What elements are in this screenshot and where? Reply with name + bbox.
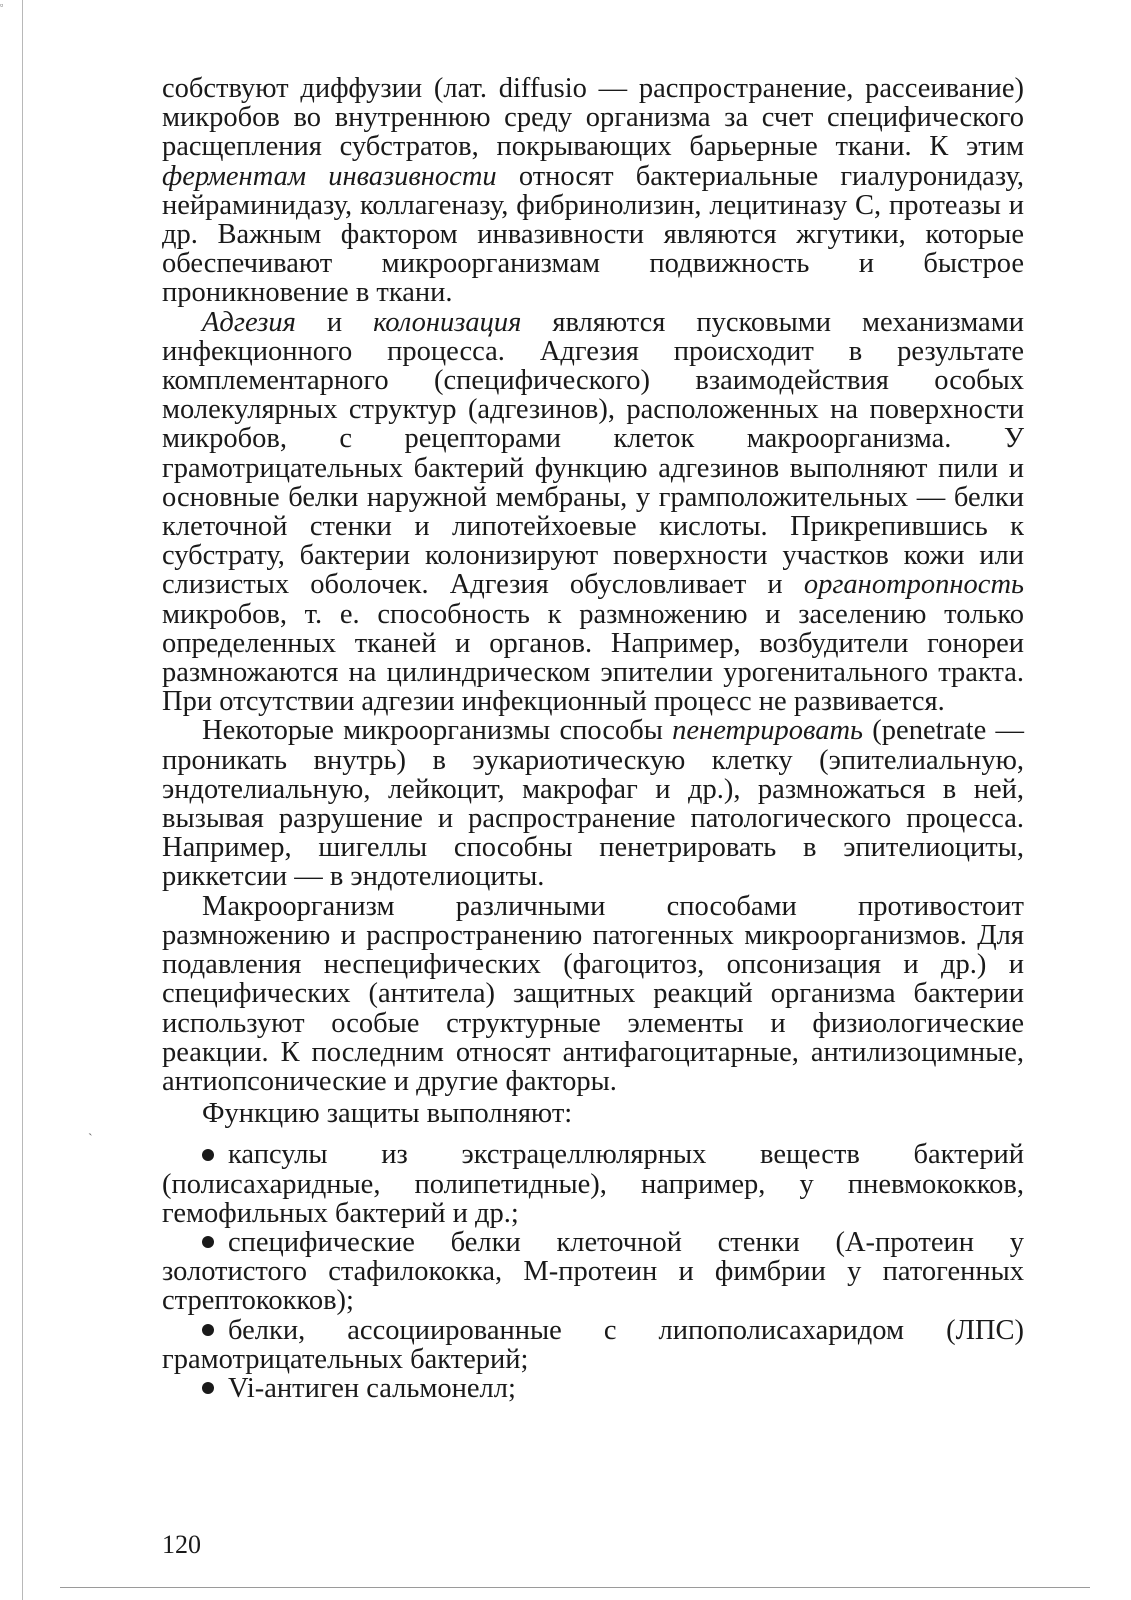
list-item: капсулы из экстрацеллюлярных веществ бактерий (полисахаридные, полипетидные), например, у пневмококков, гемофильных бактерий и др.;	[162, 1139, 1024, 1229]
bullet-icon	[202, 1149, 214, 1161]
corner-scan-mark: ▫	[0, 0, 4, 10]
paragraph	[162, 716, 1024, 891]
bullet-icon	[202, 1324, 214, 1336]
page-body	[162, 74, 1024, 1403]
text-run: собствуют диффузии (лат. diffusio — распространение, рассеивание) микробов во внутреннюю среду организма за счет специфического расщепления субстратов, покрывающих барьерные ткани. К этим	[162, 73, 1024, 163]
text-run: (penetrate — проникать внутрь) в эукариотическую клетку (эпителиальную, эндотелиальную, лейкоцит, макрофаг и др.), размножаться в ней, вызывая разрушение и распространение патологического процесса. Например, шигеллы способны пенетрировать в эпителиоциты, риккетсии — в эндотелиоциты.	[162, 715, 1025, 893]
text-run: Макроорганизм различными способами противостоит размножению и распространению патогенных микроорганизмов. Для подавления неспецифических (фагоцитоз, опсонизация и др.) и специфических (антитела) защитных реакций организма бактерии используют особые структурные элементы и физиологические реакции. К последним относят антифагоцитарные, антилизоцимные, антиопсонические и другие факторы.	[162, 890, 1024, 1097]
page-number: 120	[162, 1530, 201, 1559]
paragraph	[162, 74, 1024, 308]
text-run: микробов, т. е. способность к размножению и заселению только определенных тканей и органов. Например, возбудители гонореи размножаются на цилиндрическом эпителии урогенитального тракта. При отсутствии адгезии инфекционный процесс не развивается.	[162, 598, 1024, 718]
italic-term: ферментам инвазивности	[162, 160, 497, 192]
text-run: являются пусковыми механизмами инфекционного процесса. Адгезия происходит в результате комплементарного (специфического) взаимодействия особых молекулярных структур (адгезинов), расположенных на поверхности микробов, с рецепторами клеток макроорганизма. У грамотрицательных бактерий функцию адгезинов выполняют пили и основные белки наружной мембраны, у грамположительных — белки клеточной стенки и липотейхоевые кислоты. Прикрепившись к субстрату, бактерии колонизируют поверхности участков кожи или слизистых оболочек. Адгезия обусловливает и	[162, 306, 1024, 601]
italic-term: колонизация	[373, 306, 522, 338]
list-intro	[162, 1099, 1024, 1128]
list-item: белки, ассоциированные с липополисахаридом (ЛПС) грамотрицательных бактерий;	[162, 1314, 1024, 1375]
italic-term: органотропность	[803, 569, 1024, 601]
text-run: Некоторые микроорганизмы способы	[202, 715, 673, 747]
stray-scan-mark: ˋ	[88, 1132, 93, 1147]
italic-term: пенетрировать	[672, 715, 864, 747]
list-item: специфические белки клеточной стенки (А-протеин у золотистого стафилококка, М-протеин и фимбрии у патогенных стрептококков);	[162, 1226, 1024, 1317]
page-left-edge-rule	[22, 0, 23, 1600]
bullet-list	[162, 1140, 1024, 1403]
italic-term: Адгезия	[202, 306, 296, 338]
paragraph	[162, 892, 1024, 1096]
text-run: относят бактериальные гиалуронидазу, нейраминидазу, коллагеназу, фибринолизин, лецитиназу С, протеазы и др. Важным фактором инвазивности являются жгутики, которые обеспечивают микроорганизмам подвижность и быстрое проникновение в ткани.	[162, 160, 1025, 309]
bullet-icon	[202, 1382, 214, 1394]
page-bottom-rule	[60, 1587, 1090, 1588]
list-item: Vi-антиген сальмонелл;	[162, 1374, 1024, 1403]
paragraph	[162, 308, 1024, 717]
text-run: и	[295, 306, 374, 338]
bullet-icon	[202, 1236, 214, 1248]
text-run: Функцию защиты выполняют:	[202, 1098, 573, 1130]
